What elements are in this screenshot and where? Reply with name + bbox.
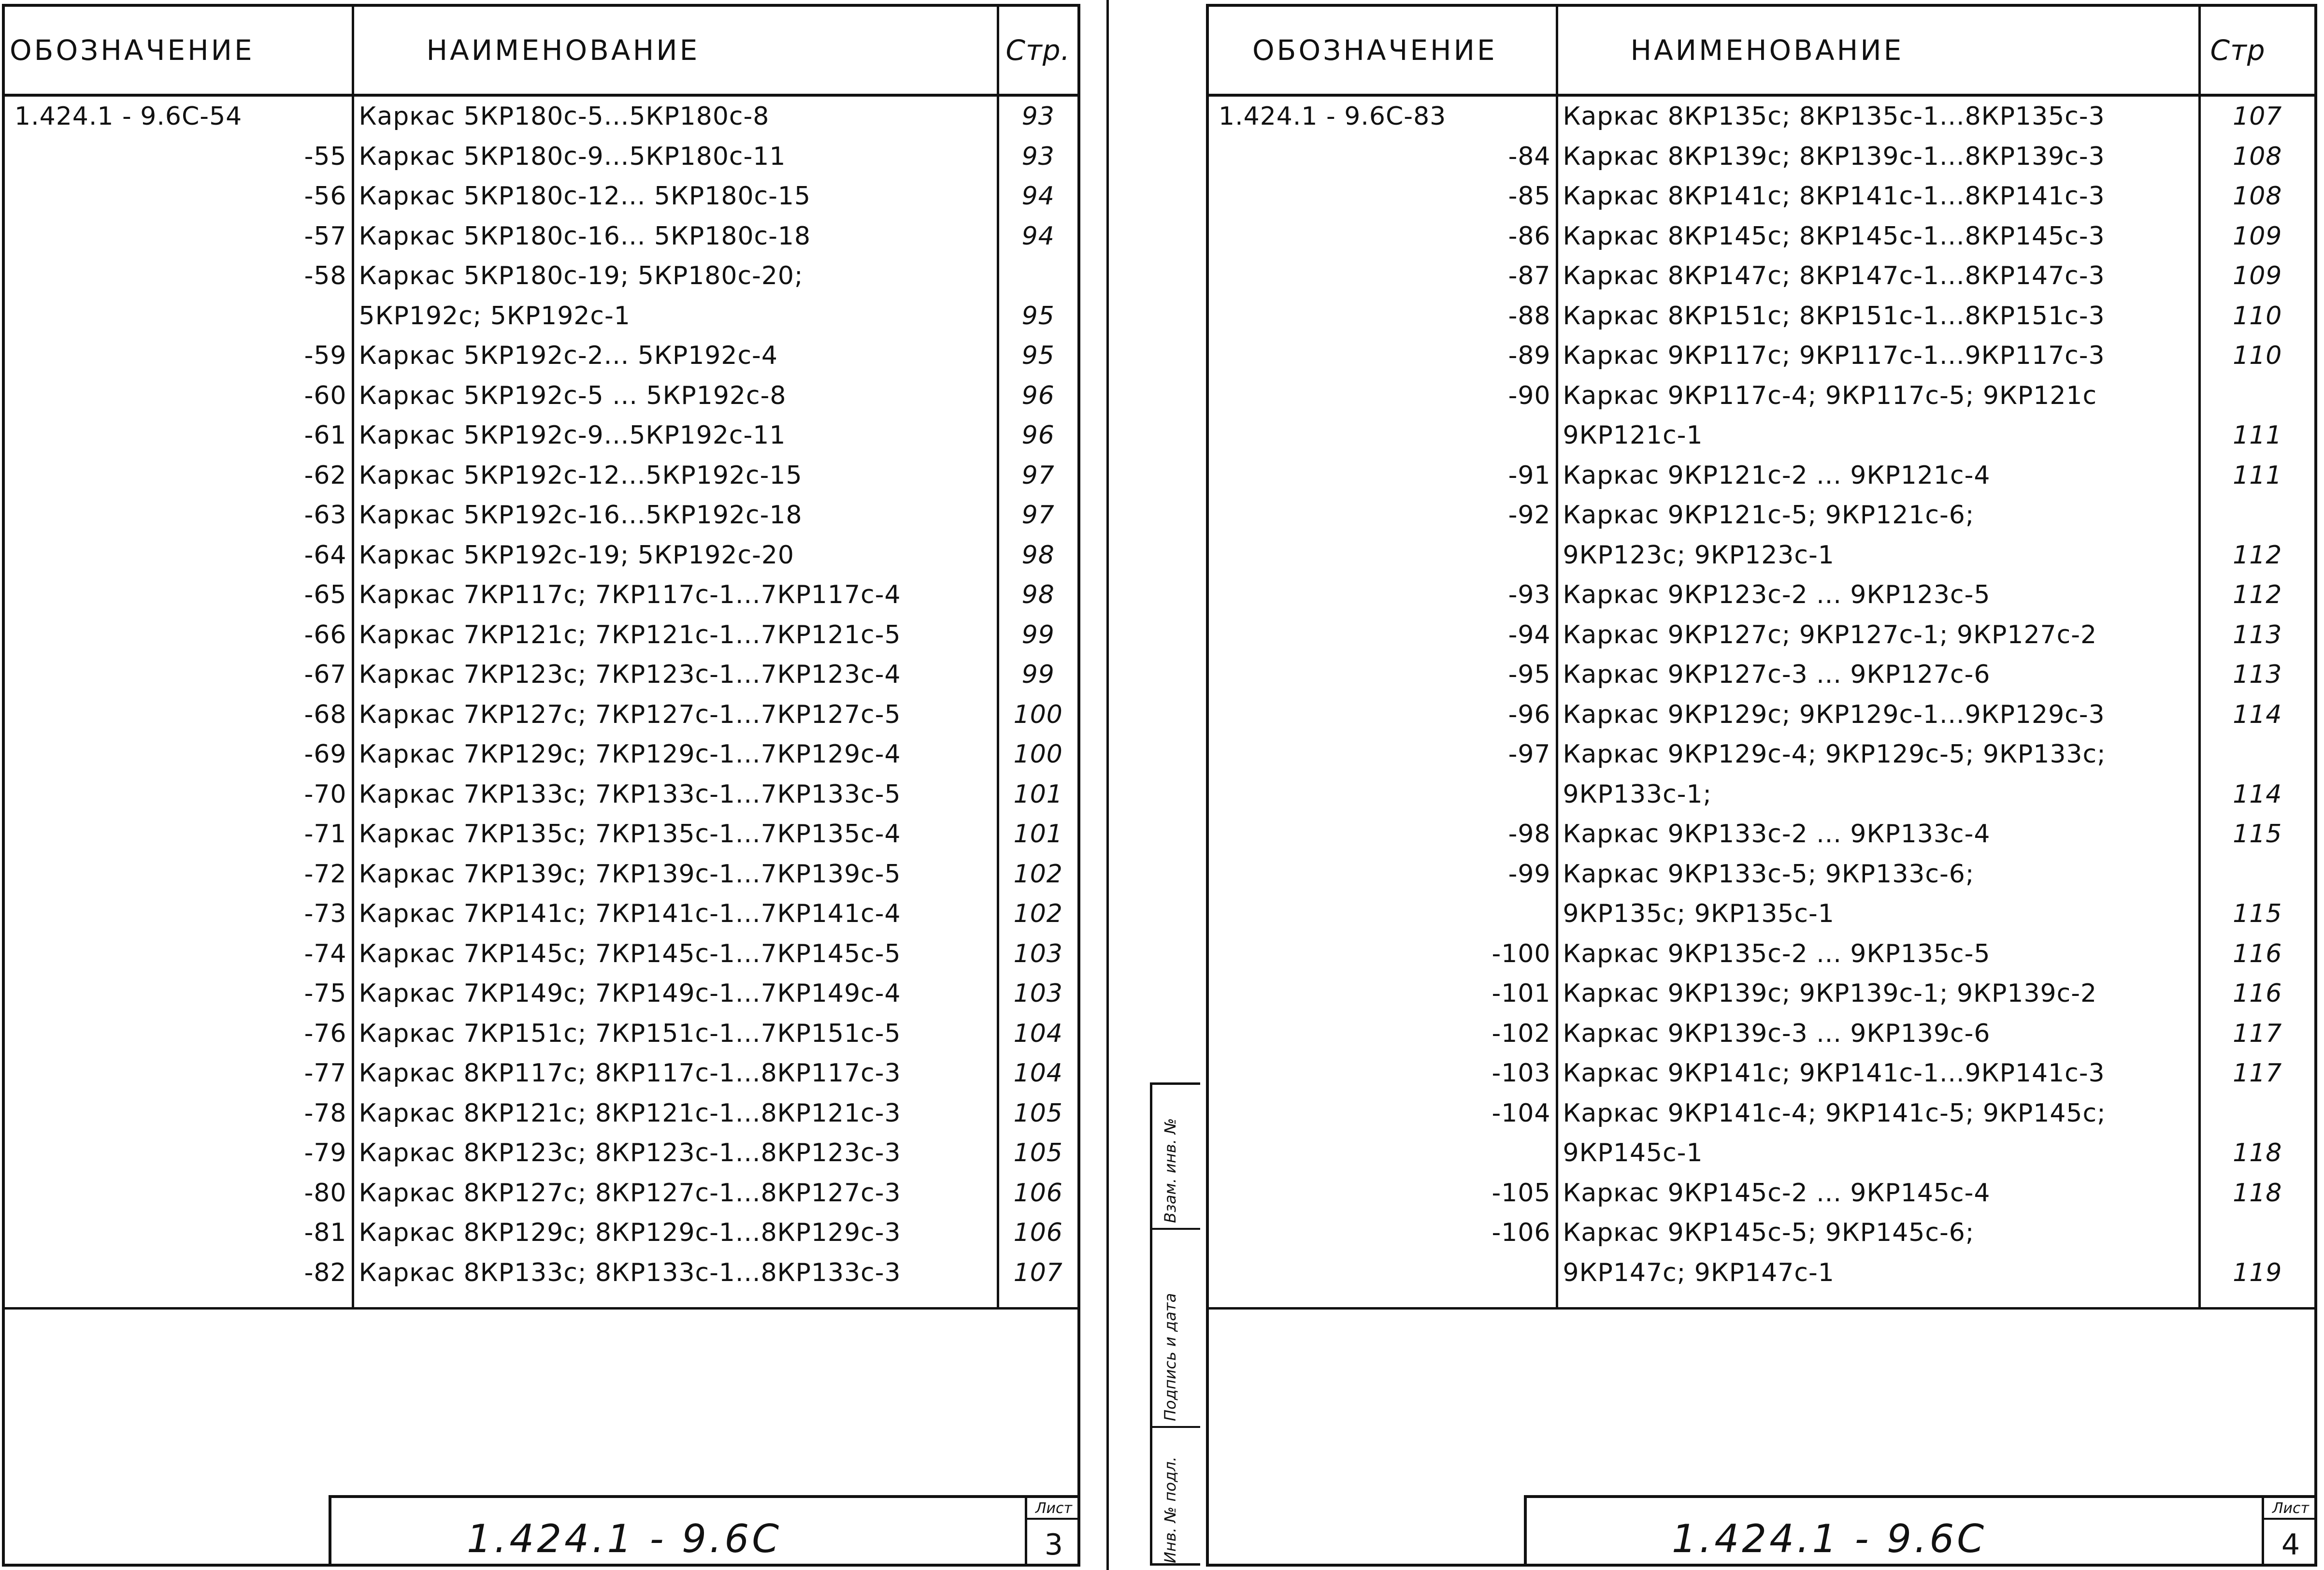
row-designation: -64 <box>304 540 347 570</box>
row-name: 9КР123с; 9КР123с-1 <box>1557 535 2199 576</box>
row-page: 107 <box>998 1253 1077 1293</box>
row-designation <box>1209 535 1557 576</box>
row-designation: -82 <box>304 1258 347 1287</box>
header-name: НАИМЕНОВАНИЕ <box>1557 7 2199 95</box>
row-designation: -79 <box>304 1138 347 1168</box>
table-row <box>1209 894 2314 934</box>
strip-label-replacement: Взам. инв. № <box>1161 1118 1179 1223</box>
filler-cell <box>2199 1293 2314 1309</box>
row-designation: -92 <box>1508 501 1551 530</box>
row-designation: -57 <box>304 221 347 251</box>
row-name: Каркас 9КР129с-4; 9КР129с-5; 9КР133с; <box>1557 735 2199 775</box>
row-page: 103 <box>998 934 1077 974</box>
sheet-divider-line <box>1106 0 1109 1570</box>
row-designation: -58 <box>304 261 347 291</box>
row-page: 94 <box>998 216 1077 257</box>
row-name: Каркас 9КР135с-2 ... 9КР135с-5 <box>1557 934 2199 974</box>
row-page: 114 <box>2199 695 2314 735</box>
row-name: Каркас 5КР180с-12... 5КР180с-15 <box>353 176 998 216</box>
row-name: Каркас 5КР180с-9...5КР180с-11 <box>353 137 998 177</box>
row-page: 97 <box>998 456 1077 496</box>
table-row <box>1209 735 2314 775</box>
row-page: 93 <box>998 95 1077 137</box>
row-designation: -71 <box>304 820 347 849</box>
row-designation: -73 <box>304 899 347 929</box>
row-name: Каркас 9КР133с-5; 9КР133с-6; <box>1557 854 2199 894</box>
row-page: 116 <box>2199 974 2314 1014</box>
row-name: Каркас 7КР151с; 7КР151с-1...7КР151с-5 <box>353 1014 998 1054</box>
row-name: Каркас 7КР121с; 7КР121с-1...7КР121с-5 <box>353 615 998 655</box>
row-name: Каркас 7КР145с; 7КР145с-1...7КР145с-5 <box>353 934 998 974</box>
row-designation: -70 <box>304 779 347 809</box>
row-page: 101 <box>998 814 1077 854</box>
table-row <box>5 655 1077 695</box>
table-row <box>5 296 1077 336</box>
spec-table-left <box>5 7 1077 1310</box>
row-page: 96 <box>998 376 1077 416</box>
strip-cell-signature <box>1152 1230 1200 1428</box>
table-row <box>5 1094 1077 1134</box>
document-code: 1.424.1 - 9.6С <box>467 1516 782 1561</box>
sheet-box <box>1025 1498 1080 1567</box>
row-name: Каркас 9КР117с-4; 9КР117с-5; 9КР121с <box>1557 376 2199 416</box>
row-name: Каркас 8КР123с; 8КР123с-1...8КР123с-3 <box>353 1133 998 1173</box>
table-row <box>1209 336 2314 376</box>
row-page: 106 <box>998 1173 1077 1213</box>
row-name: Каркас 8КР135с; 8КР135с-1...8КР135с-3 <box>1557 95 2199 137</box>
table-row <box>5 95 1077 137</box>
row-designation: -87 <box>1508 261 1551 291</box>
row-designation: -65 <box>304 580 347 610</box>
table-row <box>5 615 1077 655</box>
table-row <box>1209 1173 2314 1213</box>
row-designation: -59 <box>304 341 347 371</box>
sheet-label: Лист <box>2264 1500 2317 1520</box>
sheet-right <box>1206 4 2317 1567</box>
row-designation: -60 <box>304 381 347 410</box>
row-name: Каркас 8КР145с; 8КР145с-1...8КР145с-3 <box>1557 216 2199 257</box>
row-designation: -75 <box>304 979 347 1008</box>
filler-cell <box>353 1293 998 1309</box>
row-designation: -99 <box>1508 859 1551 889</box>
row-page: 95 <box>998 336 1077 376</box>
row-page <box>2199 735 2314 775</box>
table-row <box>5 535 1077 576</box>
row-designation: -86 <box>1508 221 1551 251</box>
row-name: Каркас 9КР129с; 9КР129с-1...9КР129с-3 <box>1557 695 2199 735</box>
row-page <box>998 256 1077 296</box>
row-name: Каркас 8КР133с; 8КР133с-1...8КР133с-3 <box>353 1253 998 1293</box>
header-row <box>5 7 1077 95</box>
row-name: Каркас 7КР117с; 7КР117с-1...7КР117с-4 <box>353 575 998 615</box>
row-page: 100 <box>998 735 1077 775</box>
row-page: 107 <box>2199 95 2314 137</box>
table-row <box>5 775 1077 815</box>
table-row <box>1209 1014 2314 1054</box>
table-row <box>5 137 1077 177</box>
filler-cell <box>1209 1293 1557 1309</box>
table-row <box>5 376 1077 416</box>
table-row <box>1209 416 2314 456</box>
row-name: Каркас 9КР117с; 9КР117с-1...9КР117с-3 <box>1557 336 2199 376</box>
table-row <box>5 256 1077 296</box>
row-designation <box>1209 775 1557 815</box>
row-name: Каркас 9КР127с-3 ... 9КР127с-6 <box>1557 655 2199 695</box>
sheet-box <box>2262 1498 2317 1567</box>
row-page: 114 <box>2199 775 2314 815</box>
row-name: Каркас 7КР141с; 7КР141с-1...7КР141с-4 <box>353 894 998 934</box>
row-page: 93 <box>998 137 1077 177</box>
row-designation: -76 <box>304 1019 347 1048</box>
table-row <box>1209 495 2314 535</box>
table-row <box>5 934 1077 974</box>
row-page: 96 <box>998 416 1077 456</box>
row-page: 113 <box>2199 615 2314 655</box>
strip-cell-replacement <box>1152 1085 1200 1230</box>
row-designation: -90 <box>1508 381 1551 410</box>
approval-strip <box>1150 1082 1200 1566</box>
row-page: 99 <box>998 615 1077 655</box>
table-row <box>1209 95 2314 137</box>
sheet-left <box>2 4 1080 1567</box>
row-page: 102 <box>998 894 1077 934</box>
row-page: 95 <box>998 296 1077 336</box>
table-row <box>5 216 1077 257</box>
row-name: Каркас 8КР127с; 8КР127с-1...8КР127с-3 <box>353 1173 998 1213</box>
header-name: НАИМЕНОВАНИЕ <box>353 7 998 95</box>
row-name: 9КР147с; 9КР147с-1 <box>1557 1253 2199 1293</box>
table-row <box>1209 934 2314 974</box>
title-block-left <box>329 1495 1080 1567</box>
row-name: Каркас 5КР192с-2... 5КР192с-4 <box>353 336 998 376</box>
row-designation: -69 <box>304 740 347 769</box>
row-name: Каркас 5КР192с-16...5КР192с-18 <box>353 495 998 535</box>
table-row <box>5 1173 1077 1213</box>
row-designation: -97 <box>1508 740 1551 769</box>
strip-label-signature: Подпись и дата <box>1161 1293 1179 1421</box>
row-designation <box>1209 1253 1557 1293</box>
row-page <box>2199 376 2314 416</box>
row-designation: -94 <box>1508 620 1551 649</box>
table-row <box>1209 655 2314 695</box>
row-designation: -63 <box>304 501 347 530</box>
row-page: 99 <box>998 655 1077 695</box>
row-name: Каркас 7КР139с; 7КР139с-1...7КР139с-5 <box>353 854 998 894</box>
row-designation <box>1209 1133 1557 1173</box>
row-designation: -103 <box>1492 1059 1551 1088</box>
row-name: Каркас 8КР139с; 8КР139с-1...8КР139с-3 <box>1557 137 2199 177</box>
row-page: 111 <box>2199 456 2314 496</box>
row-designation <box>5 296 353 336</box>
row-page: 110 <box>2199 296 2314 336</box>
row-designation: -104 <box>1492 1098 1551 1128</box>
table-row <box>5 575 1077 615</box>
row-designation: -66 <box>304 620 347 649</box>
header-row <box>1209 7 2314 95</box>
table-row <box>1209 376 2314 416</box>
row-designation <box>1209 416 1557 456</box>
table-row <box>1209 814 2314 854</box>
row-name: Каркас 9КР133с-2 ... 9КР133с-4 <box>1557 814 2199 854</box>
row-name: Каркас 5КР180с-5...5КР180с-8 <box>353 95 998 137</box>
table-row <box>1209 854 2314 894</box>
row-designation: -72 <box>304 859 347 889</box>
row-page <box>2199 1213 2314 1253</box>
row-designation: -96 <box>1508 700 1551 729</box>
table-row <box>5 1253 1077 1293</box>
spec-table-right <box>1209 7 2314 1310</box>
row-page: 108 <box>2199 176 2314 216</box>
row-designation: -68 <box>304 700 347 729</box>
row-name: Каркас 9КР139с-3 ... 9КР139с-6 <box>1557 1014 2199 1054</box>
rows-left <box>5 95 1077 1309</box>
strip-cell-inventory <box>1152 1428 1200 1568</box>
row-designation: -105 <box>1492 1178 1551 1208</box>
row-name: Каркас 9КР121с-2 ... 9КР121с-4 <box>1557 456 2199 496</box>
row-designation: -67 <box>304 660 347 690</box>
header-designation: ОБОЗНАЧЕНИЕ <box>1209 7 1557 95</box>
table-row <box>1209 1213 2314 1253</box>
row-name: Каркас 9КР141с; 9КР141с-1...9КР141с-3 <box>1557 1053 2199 1094</box>
table-row <box>1209 1133 2314 1173</box>
table-row <box>1209 296 2314 336</box>
rows-right <box>1209 95 2314 1309</box>
row-designation: -55 <box>304 142 347 171</box>
row-designation: -84 <box>1508 142 1551 171</box>
table-row <box>5 854 1077 894</box>
row-name: Каркас 8КР141с; 8КР141с-1...8КР141с-3 <box>1557 176 2199 216</box>
table-row <box>5 1213 1077 1253</box>
sheet-label: Лист <box>1027 1500 1080 1520</box>
row-page: 106 <box>998 1213 1077 1253</box>
row-page: 105 <box>998 1133 1077 1173</box>
row-name: Каркас 9КР121с-5; 9КР121с-6; <box>1557 495 2199 535</box>
table-row <box>5 974 1077 1014</box>
row-name: Каркас 7КР127с; 7КР127с-1...7КР127с-5 <box>353 695 998 735</box>
row-name: 9КР145с-1 <box>1557 1133 2199 1173</box>
row-designation: -93 <box>1508 580 1551 610</box>
row-page: 98 <box>998 575 1077 615</box>
document-code: 1.424.1 - 9.6С <box>1672 1516 1987 1561</box>
row-page: 110 <box>2199 336 2314 376</box>
row-name: Каркас 5КР180с-19; 5КР180с-20; <box>353 256 998 296</box>
row-name: Каркас 9КР145с-2 ... 9КР145с-4 <box>1557 1173 2199 1213</box>
row-name: Каркас 5КР180с-16... 5КР180с-18 <box>353 216 998 257</box>
row-designation: -62 <box>304 461 347 490</box>
row-designation: -61 <box>304 421 347 450</box>
row-designation: -89 <box>1508 341 1551 371</box>
strip-label-inventory: Инв. № подл. <box>1161 1456 1179 1563</box>
table-row <box>1209 1053 2314 1094</box>
filler-row <box>5 1293 1077 1309</box>
row-page: 112 <box>2199 575 2314 615</box>
header-page: Стр. <box>998 7 1077 95</box>
row-name: Каркас 8КР121с; 8КР121с-1...8КР121с-3 <box>353 1094 998 1134</box>
table-row <box>5 894 1077 934</box>
table-row <box>1209 1094 2314 1134</box>
sheet-number: 4 <box>2281 1528 2300 1562</box>
row-name: Каркас 7КР129с; 7КР129с-1...7КР129с-4 <box>353 735 998 775</box>
row-page: 100 <box>998 695 1077 735</box>
table-row <box>5 814 1077 854</box>
row-page: 103 <box>998 974 1077 1014</box>
row-designation: -101 <box>1492 979 1551 1008</box>
row-name: Каркас 5КР192с-12...5КР192с-15 <box>353 456 998 496</box>
row-name: Каркас 7КР133с; 7КР133с-1...7КР133с-5 <box>353 775 998 815</box>
table-row <box>1209 216 2314 257</box>
row-designation: -102 <box>1492 1019 1551 1048</box>
filler-cell <box>5 1293 353 1309</box>
table-row <box>5 1133 1077 1173</box>
table-row <box>5 1053 1077 1094</box>
row-designation: 1.424.1 - 9.6С-54 <box>14 102 243 131</box>
row-page: 116 <box>2199 934 2314 974</box>
table-row <box>5 336 1077 376</box>
row-designation: -91 <box>1508 461 1551 490</box>
table-row <box>1209 176 2314 216</box>
row-page <box>2199 854 2314 894</box>
table-row <box>1209 535 2314 576</box>
table-row <box>5 695 1077 735</box>
row-designation: -100 <box>1492 939 1551 968</box>
row-designation: -81 <box>304 1218 347 1248</box>
row-page: 113 <box>2199 655 2314 695</box>
row-name: Каркас 9КР141с-4; 9КР141с-5; 9КР145с; <box>1557 1094 2199 1134</box>
row-designation: -88 <box>1508 301 1551 331</box>
row-page: 102 <box>998 854 1077 894</box>
row-name: Каркас 9КР139с; 9КР139с-1; 9КР139с-2 <box>1557 974 2199 1014</box>
row-name: Каркас 5КР192с-19; 5КР192с-20 <box>353 535 998 576</box>
row-page: 109 <box>2199 256 2314 296</box>
row-page <box>2199 495 2314 535</box>
row-page: 112 <box>2199 535 2314 576</box>
row-page: 104 <box>998 1053 1077 1094</box>
row-name: Каркас 7КР135с; 7КР135с-1...7КР135с-4 <box>353 814 998 854</box>
table-row <box>1209 256 2314 296</box>
row-designation: -98 <box>1508 820 1551 849</box>
table-row <box>5 176 1077 216</box>
table-row <box>5 495 1077 535</box>
table-row <box>1209 1253 2314 1293</box>
table-row <box>1209 974 2314 1014</box>
row-name: Каркас 8КР129с; 8КР129с-1...8КР129с-3 <box>353 1213 998 1253</box>
row-name: Каркас 5КР192с-9...5КР192с-11 <box>353 416 998 456</box>
row-name: Каркас 8КР117с; 8КР117с-1...8КР117с-3 <box>353 1053 998 1094</box>
row-page <box>2199 1094 2314 1134</box>
sheet-number: 3 <box>1044 1528 1063 1562</box>
table-row <box>1209 775 2314 815</box>
row-page: 98 <box>998 535 1077 576</box>
row-name: Каркас 7КР123с; 7КР123с-1...7КР123с-4 <box>353 655 998 695</box>
row-designation: -78 <box>304 1098 347 1128</box>
row-designation: -77 <box>304 1059 347 1088</box>
row-name: Каркас 8КР147с; 8КР147с-1...8КР147с-3 <box>1557 256 2199 296</box>
filler-row <box>1209 1293 2314 1309</box>
row-designation: 1.424.1 - 9.6С-83 <box>1219 102 1447 131</box>
row-page: 118 <box>2199 1173 2314 1213</box>
row-name: 9КР121с-1 <box>1557 416 2199 456</box>
row-name: Каркас 9КР127с; 9КР127с-1; 9КР127с-2 <box>1557 615 2199 655</box>
table-row <box>5 1014 1077 1054</box>
row-page: 104 <box>998 1014 1077 1054</box>
row-page: 105 <box>998 1094 1077 1134</box>
row-designation <box>1209 894 1557 934</box>
row-name: 9КР133с-1; <box>1557 775 2199 815</box>
row-name: Каркас 5КР192с-5 ... 5КР192с-8 <box>353 376 998 416</box>
table-row <box>1209 695 2314 735</box>
row-page: 101 <box>998 775 1077 815</box>
row-page: 94 <box>998 176 1077 216</box>
row-page: 97 <box>998 495 1077 535</box>
table-row <box>1209 575 2314 615</box>
row-name: Каркас 8КР151с; 8КР151с-1...8КР151с-3 <box>1557 296 2199 336</box>
row-page: 108 <box>2199 137 2314 177</box>
row-page: 117 <box>2199 1053 2314 1094</box>
filler-cell <box>1557 1293 2199 1309</box>
row-page: 119 <box>2199 1253 2314 1293</box>
row-designation: -56 <box>304 182 347 211</box>
table-row <box>1209 137 2314 177</box>
row-name: Каркас 7КР149с; 7КР149с-1...7КР149с-4 <box>353 974 998 1014</box>
row-page: 111 <box>2199 416 2314 456</box>
row-page: 118 <box>2199 1133 2314 1173</box>
row-name: Каркас 9КР145с-5; 9КР145с-6; <box>1557 1213 2199 1253</box>
filler-cell <box>998 1293 1077 1309</box>
table-row <box>1209 615 2314 655</box>
row-designation: -80 <box>304 1178 347 1208</box>
header-designation: ОБОЗНАЧЕНИЕ <box>5 7 353 95</box>
row-page: 115 <box>2199 814 2314 854</box>
row-name: 5КР192с; 5КР192с-1 <box>353 296 998 336</box>
row-name: 9КР135с; 9КР135с-1 <box>1557 894 2199 934</box>
row-designation: -106 <box>1492 1218 1551 1248</box>
table-row <box>5 735 1077 775</box>
row-page: 115 <box>2199 894 2314 934</box>
table-row <box>5 416 1077 456</box>
row-page: 117 <box>2199 1014 2314 1054</box>
row-designation: -85 <box>1508 182 1551 211</box>
table-row <box>1209 456 2314 496</box>
title-block-right <box>1524 1495 2317 1567</box>
table-row <box>5 456 1077 496</box>
header-page: Стр <box>2199 7 2314 95</box>
row-page: 109 <box>2199 216 2314 257</box>
row-name: Каркас 9КР123с-2 ... 9КР123с-5 <box>1557 575 2199 615</box>
row-designation: -95 <box>1508 660 1551 690</box>
row-designation: -74 <box>304 939 347 968</box>
